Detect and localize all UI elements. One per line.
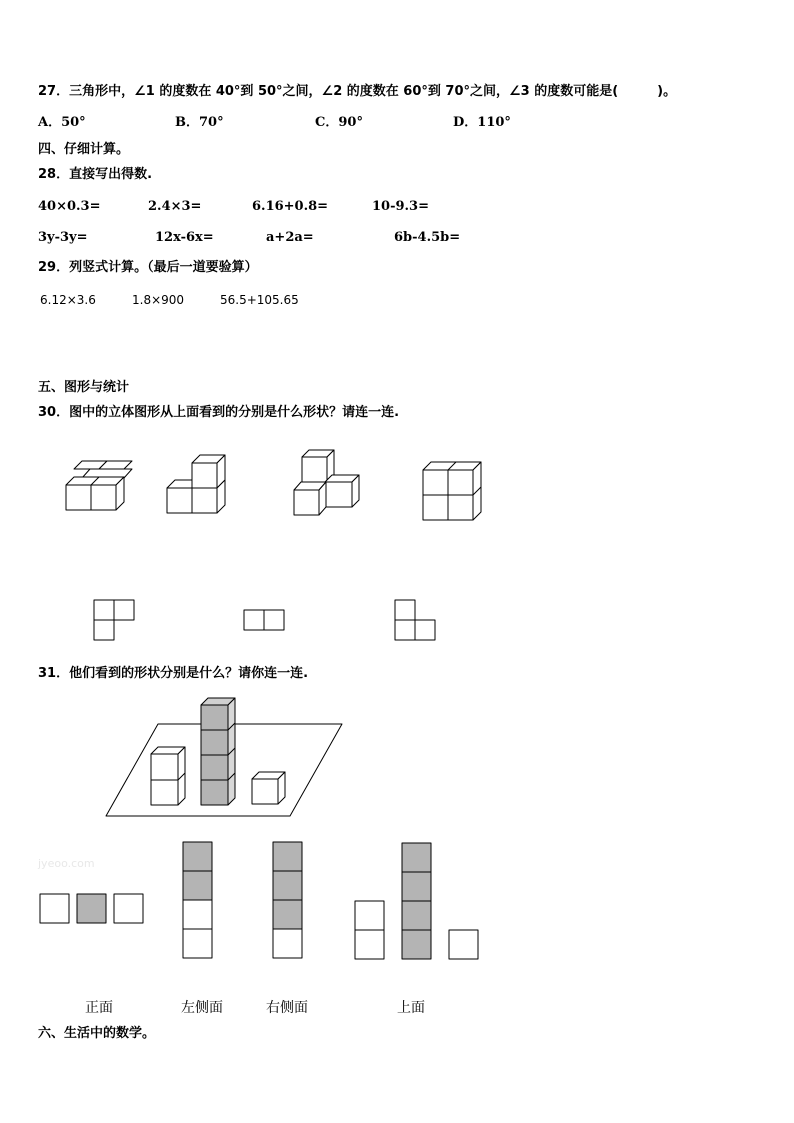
q28-item: 40×0.3= xyxy=(38,199,101,214)
section6-title: 六、生活中的数学。 xyxy=(38,1026,156,1041)
q28-item: 6b-4.5b= xyxy=(394,230,461,245)
q27-option-b: B．70° xyxy=(175,115,224,130)
q30-top-view-3 xyxy=(395,600,435,640)
q31-stem: 31．他们看到的形状分别是什么？请你连一连. xyxy=(38,666,309,681)
q28-item: 6.16+0.8= xyxy=(252,199,329,214)
q30-solid-3 xyxy=(294,450,359,515)
view-label-left: 左侧面 xyxy=(181,1000,223,1016)
q30-top-view-2 xyxy=(244,610,284,630)
q27-option-d: D．110° xyxy=(453,115,511,130)
q27-stem: 27．三角形中，∠1 的度数在 40°到 50°之间，∠2 的度数在 60°到 70°之间，∠3 的度数可能是( )。 xyxy=(38,84,677,99)
q30-top-view-1 xyxy=(94,600,134,640)
q31-single-cube xyxy=(252,772,285,804)
q29-stem: 29．列竖式计算。（最后一道要验算） xyxy=(38,260,258,275)
q28-item: a+2a= xyxy=(266,230,314,245)
q29-item: 6.12×3.6 xyxy=(40,293,96,307)
q31-stack-middle xyxy=(201,698,235,805)
q28-stem: 28．直接写出得数. xyxy=(38,167,153,182)
view-label-right: 右侧面 xyxy=(266,1000,308,1016)
q28-item: 2.4×3= xyxy=(148,199,202,214)
q30-solid-1 xyxy=(66,461,132,510)
section5-title: 五、图形与统计 xyxy=(38,380,130,395)
q31-scene xyxy=(106,698,342,816)
q30-stem: 30．图中的立体图形从上面看到的分别是什么形状？请连一连. xyxy=(38,405,400,420)
q28-item: 10-9.3= xyxy=(372,199,429,214)
q30-solid-2 xyxy=(167,455,225,513)
q31-view-2 xyxy=(183,842,212,958)
view-label-front: 正面 xyxy=(85,1000,113,1016)
view-label-top: 上面 xyxy=(397,1000,425,1016)
q27-option-a: A．50° xyxy=(38,115,86,130)
q27-option-c: C．90° xyxy=(315,115,363,130)
q28-item: 12x-6x= xyxy=(155,230,214,245)
q31-view-1 xyxy=(40,894,143,923)
q29-item: 56.5+105.65 xyxy=(220,293,299,307)
q31-view-3 xyxy=(273,842,302,958)
q28-item: 3y-3y= xyxy=(38,230,88,245)
q31-view-4 xyxy=(355,843,478,959)
q31-stack-left xyxy=(151,747,185,805)
section4-title: 四、仔细计算。 xyxy=(38,142,130,157)
q30-solid-4 xyxy=(423,462,481,520)
watermark: jyeoo.com xyxy=(38,857,95,870)
q29-item: 1.8×900 xyxy=(132,293,185,307)
